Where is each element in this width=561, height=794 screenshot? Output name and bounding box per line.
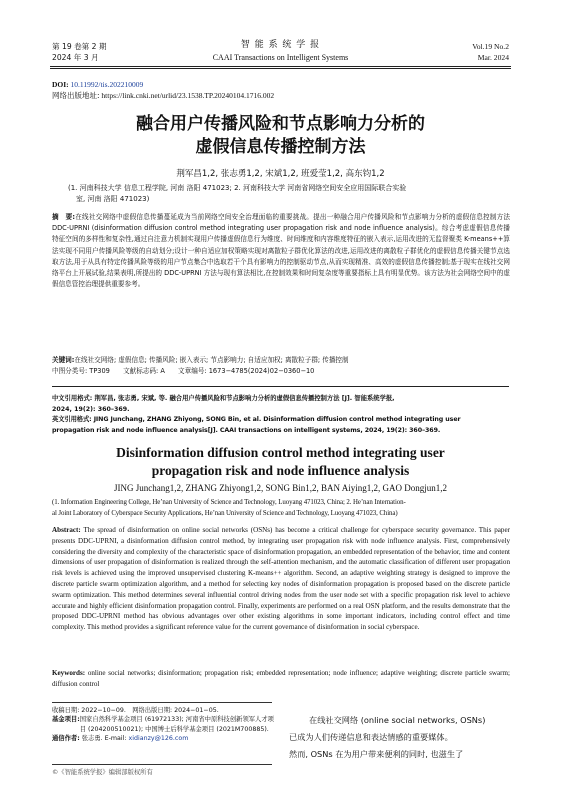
copyright-rule	[52, 764, 272, 765]
doi-link[interactable]: 10.11992/tis.202210009	[70, 80, 144, 89]
keywords-en-label: Keywords:	[52, 669, 86, 677]
keywords-cn-label: 关键词:	[52, 356, 75, 364]
citation-en-line2: propagation risk and node influence analysis[J]. CAAI transactions on intelligent systems, 2024, 19(2): 360–369.	[52, 426, 441, 434]
abstract-cn-label: 摘 要:	[52, 213, 76, 221]
header-journal-en: CAAI Transactions on Intelligent Systems	[212, 53, 349, 62]
corr-label: 通信作者:	[52, 734, 80, 742]
title-cn-line2: 虚假信息传播控制方法	[195, 137, 366, 157]
authors-en: JING Junchang1,2, ZHANG Zhiyong1,2, SONG Bin1,2, BAN Aiying1,2, GAO Dongjun1,2	[114, 483, 447, 493]
header-volume-en: Vol.19 No.2	[472, 42, 509, 51]
online-address	[52, 91, 274, 101]
fund-item	[52, 715, 274, 734]
abstract-en-text: The spread of disinformation on online social networks (OSNs) has become a critical challenge for cyberspace security governance. This paper presents DDC-UPRNI, a disinformation diffusion control method, by integrating user propagation risk with node influence analysis. First, comprehensively considering the diversity and complexity of the characteristic space of disinformation propagation, an embedded representation of the behavior, time and content dimensions of user propagation of disinformation is realized through the self-attention mechanism, and the automatic classification of different user propagation risk levels is achieved using the improved unsupervised clustering K-means++ algorithm. Second, an adaptive weighting strategy is designed to improve the discrete particle swarm optimization algorithm, and a method for selecting key nodes of disinformation propagation is proposed based on the discrete particle swarm optimization. This method determines several influential control driving nodes from the user node set with a specific propagation risk level to achieve accurate and highly efficient disinformation propagation control. Finally, experiments are performed on a real OSN platform, and the results demonstrate that the proposed DDC-UPRNI method has obvious advantages over other existing algorithms in some important indicators, including control effect and time complexity. This method provides a significant reference value for the current governance of disinformation in social cyberspace.	[52, 526, 510, 632]
header-journal-cn: 智 能 系 统 学 报	[240, 40, 321, 50]
corr-name: 张志勇. E-mail:	[81, 734, 127, 742]
affiliation-en	[52, 498, 512, 519]
body-line1: 在线社交网络 (online social networks, OSNs)	[309, 715, 486, 725]
classification-cn: 中图分类号: TP309 文献标志码: A 文章编号: 1673−4785(2024)02−0360−10	[52, 367, 315, 375]
keywords-en	[52, 668, 510, 690]
keywords-cn-text: 在线社交网络; 虚假信息; 传播风险; 嵌入表示; 节点影响力; 自适应加权; 离散粒子群; 传播控制	[74, 356, 349, 364]
abstract-en	[52, 525, 510, 633]
doi-line	[52, 80, 143, 90]
doi-label: DOI:	[52, 80, 69, 89]
online-label: 网络出版地址:	[52, 91, 100, 100]
keywords-cn	[52, 355, 510, 366]
received-date: 收稿日期: 2022−10−09. 网络出版日期: 2024−01−05.	[52, 707, 219, 714]
citation-en-line1: 英文引用格式: JING Junchang, ZHANG Zhiyong, SONG Bin, et al. Disinformation diffusion control method integrating user	[52, 416, 461, 423]
online-url[interactable]: https://link.cnki.net/urlid/23.1538.TP.20240104.1716.002	[101, 91, 275, 100]
body-line3: 然而, OSNs 在为用户带来便利的同时, 也滋生了	[289, 749, 464, 759]
header-rule-thin	[50, 68, 511, 69]
abstract-cn	[52, 212, 510, 290]
affiliation-en-line1: (1. Information Engineering College, He’nan University of Science and Technology, Luoyang 471023, China; 2. He’nan Internation-	[52, 499, 406, 506]
citation-cn-line2: 2024, 19(2): 360–369.	[52, 405, 130, 413]
authors-cn: 荆军昌1,2, 张志勇1,2, 宋斌1,2, 班爱莹1,2, 高东钧1,2	[176, 169, 385, 179]
header-date-en: Mar. 2024	[477, 53, 509, 62]
footnote-rule	[52, 702, 272, 703]
corr-email[interactable]: xidianzy@126.com	[128, 734, 189, 742]
citation-cn	[52, 394, 512, 436]
footnotes	[52, 706, 274, 743]
keywords-en-text: online social networks; disinformation; propagation risk; embedded representation; node influence; adaptive weighting; discrete particle swarm; diffusion control	[52, 669, 510, 688]
fund-label: 基金项目:	[52, 716, 80, 724]
copyright: ©《智能系统学报》编辑部版权所有	[52, 769, 153, 776]
header-date-cn: 2024 年 3 月	[52, 53, 99, 62]
affiliation-cn-line2: 室, 河南 洛阳 471023)	[76, 195, 150, 203]
fund-text: 国家自然科学基金项目 (61972133); 河南省中原科技创新领军人才项目 (204200510021); 中国博士后科学基金项目 (2021M700885).	[79, 716, 274, 733]
affiliation-en-line2: al Joint Laboratory of Cyberspace Security Applications, He’nan University of Science and Technology, Luoyang 471023, China)	[52, 509, 398, 517]
citation-rule	[52, 386, 509, 387]
title-en-line1: Disinformation diffusion control method integrating user	[116, 445, 445, 460]
header-volume-cn: 第 19 卷第 2 期	[52, 42, 107, 51]
abstract-cn-text: 在线社交网络中虚假信息传播蔓延成为当前网络空间安全治理面临的重要挑战。提出一种融合用户传播风险和节点影响力分析的虚假信息控制方法 DDC-UPRNI (disinformation diffusion control method integrating user propagation risk and node influence analysis)。综合考虑虚假信息传播特征空间的多样性和复杂性,通过自注意力机制实现用户传播虚假信息行为维度、时间维度和内容维度特征的嵌入表示,运用改进的无监督聚类 K-means++算法实现不同用户传播风险等级的自动划分;设计一种自适应加权策略实现对离散粒子群优化算法的改进,运用改进的离散粒子群优化的虚假信息传播关键节点选取方法,用于从具有特定传播风险等级的用户节点集合中选取若干个具有影响力的控制驱动节点,从而实现精准、高效的虚假信息传播控制;基于现实在线社交网络平台上开展试验,结果表明,所提出的 DDC-UPRNI 方法与现有算法相比,在控制效果和时间复杂度等重要指标上具有明显优势。该方法为社会网络空间中的虚假信息管控治理提供重要参考。	[52, 213, 510, 289]
affiliation-cn-line1: (1. 河南科技大学 信息工程学院, 河南 洛阳 471023; 2. 河南科技大学 河南省网络空间安全应用国际联合实验	[68, 184, 407, 192]
header-rule	[50, 66, 511, 67]
title-cn-line1: 融合用户传播风险和节点影响力分析的	[136, 114, 425, 134]
corresponding-author	[52, 734, 274, 743]
abstract-en-label: Abstract:	[52, 526, 81, 534]
citation-cn-line1: 中文引用格式: 荆军昌, 张志勇, 宋斌, 等. 融合用户传播风险和节点影响力分析的虚假信息传播控制方法 [J]. 智能系统学报,	[52, 395, 395, 402]
body-text-right	[289, 712, 513, 763]
body-line2: 已成为人们传递信息和表达情感的重要媒体。	[289, 732, 453, 742]
title-en-line2: propagation risk and node influence analysis	[151, 463, 410, 478]
